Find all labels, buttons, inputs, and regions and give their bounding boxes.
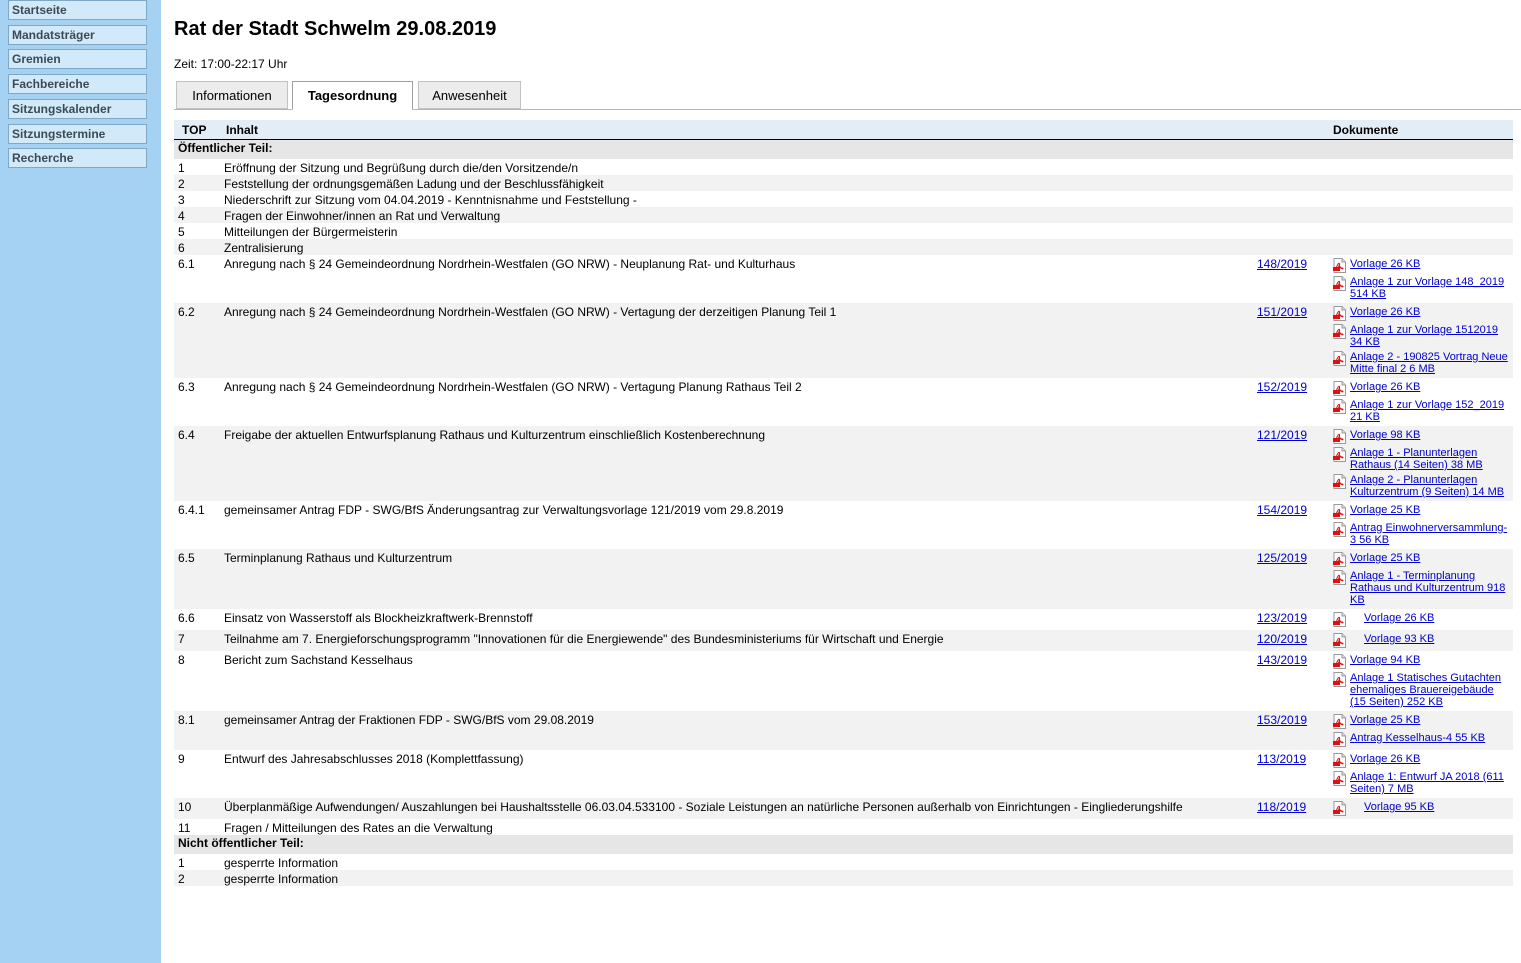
pdf-icon bbox=[1333, 324, 1346, 339]
agenda-ref-cell bbox=[1255, 549, 1329, 609]
agenda-top-number: 6.2 bbox=[174, 303, 222, 378]
agenda-item-text: Zentralisierung bbox=[222, 239, 1255, 255]
vorlage-ref-link[interactable]: 153/2019 bbox=[1257, 713, 1308, 727]
agenda-ref-cell bbox=[1255, 819, 1329, 835]
document-link[interactable]: Vorlage 26 KB bbox=[1350, 381, 1421, 393]
document-link[interactable]: Vorlage 94 KB bbox=[1350, 654, 1421, 666]
agenda-item-text: gesperrte Information bbox=[222, 854, 1255, 870]
agenda-documents-cell bbox=[1329, 175, 1513, 191]
pdf-icon bbox=[1333, 429, 1346, 444]
agenda-item-text: Einsatz von Wasserstoff als Blockheizkraftwerk-Brennstoff bbox=[222, 609, 1255, 630]
agenda-documents-cell bbox=[1329, 255, 1513, 303]
agenda-row bbox=[174, 426, 1513, 501]
header-top: TOP bbox=[174, 120, 222, 140]
agenda-row bbox=[174, 303, 1513, 378]
agenda-body bbox=[174, 140, 1513, 887]
vorlage-ref-link[interactable]: 154/2019 bbox=[1257, 503, 1308, 517]
section-header-row bbox=[174, 140, 1513, 160]
vorlage-ref-link[interactable]: 123/2019 bbox=[1257, 611, 1308, 625]
agenda-item-text: Entwurf des Jahresabschlusses 2018 (Komplettfassung) bbox=[222, 750, 1255, 798]
meeting-time: Zeit: 17:00-22:17 Uhr bbox=[174, 57, 288, 71]
document-item bbox=[1333, 522, 1511, 546]
agenda-ref-cell bbox=[1255, 303, 1329, 378]
document-link[interactable]: Vorlage 25 KB bbox=[1350, 714, 1421, 726]
agenda-item-text: gemeinsamer Antrag der Fraktionen FDP - SWG/BfS vom 29.08.2019 bbox=[222, 711, 1255, 750]
agenda-top-number: 8 bbox=[174, 651, 222, 711]
nav-sitzungstermine-button[interactable]: Sitzungstermine bbox=[8, 124, 147, 144]
document-link[interactable]: Vorlage 26 KB bbox=[1364, 612, 1435, 624]
agenda-top-number: 2 bbox=[174, 870, 222, 886]
page-title: Rat der Stadt Schwelm 29.08.2019 bbox=[174, 18, 497, 40]
document-item bbox=[1333, 324, 1511, 348]
document-link[interactable]: Antrag Kesselhaus-4 55 KB bbox=[1350, 732, 1486, 744]
pdf-icon bbox=[1333, 504, 1346, 519]
agenda-documents-cell bbox=[1329, 223, 1513, 239]
section-header-row bbox=[174, 835, 1513, 854]
vorlage-ref-link[interactable]: 113/2019 bbox=[1257, 752, 1307, 766]
section-title: Nicht öffentlicher Teil: bbox=[174, 835, 1513, 854]
document-item bbox=[1333, 381, 1511, 396]
pdf-icon bbox=[1333, 672, 1346, 687]
document-link[interactable]: Anlage 1 Statisches Gutachten ehemaliges Brauereigebäude (15 Seiten) 252 KB bbox=[1350, 672, 1502, 708]
agenda-ref-cell bbox=[1255, 191, 1329, 207]
agenda-row bbox=[174, 223, 1513, 239]
agenda-top-number: 6.1 bbox=[174, 255, 222, 303]
agenda-top-number: 6 bbox=[174, 239, 222, 255]
agenda-row bbox=[174, 549, 1513, 609]
agenda-item-text: Anregung nach § 24 Gemeindeordnung Nordrhein-Westfalen (GO NRW) - Vertagung der derzeitigen Planung Teil 1 bbox=[222, 303, 1255, 378]
pdf-icon bbox=[1333, 612, 1346, 627]
agenda-row bbox=[174, 651, 1513, 711]
agenda-ref-cell bbox=[1255, 239, 1329, 255]
tab-tagesordnung[interactable]: Tagesordnung bbox=[292, 81, 413, 110]
agenda-item-text: Überplanmäßige Aufwendungen/ Auszahlungen bei Haushaltsstelle 06.03.04.533100 - Soziale Leistungen an natürliche Personen außerhalb von Einrichtungen - Eingliederungshilfe bbox=[222, 798, 1255, 819]
agenda-ref-cell bbox=[1255, 175, 1329, 191]
agenda-top-number: 1 bbox=[174, 159, 222, 175]
vorlage-ref-link[interactable]: 118/2019 bbox=[1257, 800, 1307, 814]
document-item bbox=[1333, 552, 1511, 567]
agenda-row bbox=[174, 798, 1513, 819]
document-link[interactable]: Anlage 2 - Planunterlagen Kulturzentrum (9 Seiten) 14 MB bbox=[1350, 474, 1505, 498]
document-link[interactable]: Anlage 1 zur Vorlage 152_2019 21 KB bbox=[1350, 399, 1505, 423]
document-item bbox=[1333, 429, 1511, 444]
nav-mandatsträger-button[interactable]: Mandatsträger bbox=[8, 25, 147, 45]
agenda-ref-cell bbox=[1255, 223, 1329, 239]
document-link[interactable]: Anlage 2 - 190825 Vortrag Neue Mitte final 2 6 MB bbox=[1350, 351, 1508, 375]
document-link[interactable]: Anlage 1 - Planunterlagen Rathaus (14 Seiten) 38 MB bbox=[1350, 447, 1483, 471]
sidebar bbox=[0, 0, 161, 963]
pdf-icon bbox=[1333, 276, 1346, 291]
agenda-ref-cell bbox=[1255, 711, 1329, 750]
agenda-documents-cell bbox=[1329, 750, 1513, 798]
agenda-ref-cell bbox=[1255, 159, 1329, 175]
agenda-documents-cell bbox=[1329, 651, 1513, 711]
agenda-item-text: Niederschrift zur Sitzung vom 04.04.2019 - Kenntnisnahme und Feststellung - bbox=[222, 191, 1255, 207]
vorlage-ref-link[interactable]: 120/2019 bbox=[1257, 632, 1308, 646]
document-item bbox=[1333, 351, 1511, 375]
document-item bbox=[1333, 771, 1511, 795]
agenda-item-text: Fragen / Mitteilungen des Rates an die Verwaltung bbox=[222, 819, 1255, 835]
document-item bbox=[1333, 633, 1511, 648]
document-link[interactable]: Vorlage 25 KB bbox=[1350, 552, 1421, 564]
nav-recherche-button[interactable]: Recherche bbox=[8, 148, 147, 168]
pdf-icon bbox=[1333, 753, 1346, 768]
agenda-row bbox=[174, 870, 1513, 886]
agenda-documents-cell bbox=[1329, 303, 1513, 378]
agenda-top-number: 8.1 bbox=[174, 711, 222, 750]
header-documents: Dokumente bbox=[1329, 120, 1513, 140]
agenda-top-number: 6.6 bbox=[174, 609, 222, 630]
vorlage-ref-link[interactable]: 143/2019 bbox=[1257, 653, 1308, 667]
agenda-ref-cell bbox=[1255, 255, 1329, 303]
agenda-row bbox=[174, 711, 1513, 750]
pdf-icon bbox=[1333, 633, 1346, 648]
agenda-ref-cell bbox=[1255, 378, 1329, 426]
agenda-documents-cell bbox=[1329, 207, 1513, 223]
agenda-top-number: 3 bbox=[174, 191, 222, 207]
agenda-top-number: 7 bbox=[174, 630, 222, 651]
header-ref bbox=[1255, 120, 1329, 140]
agenda-row bbox=[174, 207, 1513, 223]
document-link[interactable]: Anlage 1 - Terminplanung Rathaus und Kulturzentrum 918 KB bbox=[1350, 570, 1506, 606]
pdf-icon bbox=[1333, 447, 1346, 462]
agenda-top-number: 6.4.1 bbox=[174, 501, 222, 549]
agenda-row bbox=[174, 750, 1513, 798]
agenda-ref-cell bbox=[1255, 854, 1329, 870]
pdf-icon bbox=[1333, 351, 1346, 366]
document-item bbox=[1333, 732, 1511, 747]
agenda-documents-cell bbox=[1329, 854, 1513, 870]
document-link[interactable]: Anlage 1 zur Vorlage 148_2019 514 KB bbox=[1350, 276, 1505, 300]
agenda-row bbox=[174, 378, 1513, 426]
agenda-table bbox=[174, 120, 1513, 886]
agenda-top-number: 6.4 bbox=[174, 426, 222, 501]
agenda-row bbox=[174, 239, 1513, 255]
agenda-top-number: 10 bbox=[174, 798, 222, 819]
nav-fachbereiche-button[interactable]: Fachbereiche bbox=[8, 74, 147, 94]
document-link[interactable]: Vorlage 26 KB bbox=[1350, 753, 1421, 765]
nav-gremien-button[interactable]: Gremien bbox=[8, 49, 147, 69]
agenda-item-text: Anregung nach § 24 Gemeindeordnung Nordrhein-Westfalen (GO NRW) - Vertagung Planung Rathaus Teil 2 bbox=[222, 378, 1255, 426]
agenda-top-number: 2 bbox=[174, 175, 222, 191]
agenda-top-number: 6.3 bbox=[174, 378, 222, 426]
document-link[interactable]: Antrag Einwohnerversammlung-3 56 KB bbox=[1350, 522, 1508, 546]
agenda-top-number: 11 bbox=[174, 819, 222, 835]
agenda-row bbox=[174, 175, 1513, 191]
pdf-icon bbox=[1333, 732, 1346, 747]
agenda-row bbox=[174, 609, 1513, 630]
vorlage-ref-link[interactable]: 151/2019 bbox=[1257, 305, 1308, 319]
agenda-ref-cell bbox=[1255, 870, 1329, 886]
agenda-row bbox=[174, 191, 1513, 207]
agenda-documents-cell bbox=[1329, 426, 1513, 501]
agenda-ref-cell bbox=[1255, 501, 1329, 549]
document-link[interactable]: Vorlage 26 KB bbox=[1350, 258, 1421, 270]
document-item bbox=[1333, 474, 1511, 498]
agenda-row bbox=[174, 819, 1513, 835]
agenda-row bbox=[174, 630, 1513, 651]
document-link[interactable]: Anlage 1: Entwurf JA 2018 (611 Seiten) 7 MB bbox=[1350, 771, 1504, 795]
agenda-top-number: 4 bbox=[174, 207, 222, 223]
pdf-icon bbox=[1333, 771, 1346, 786]
agenda-documents-cell bbox=[1329, 239, 1513, 255]
document-item bbox=[1333, 504, 1511, 519]
document-item bbox=[1333, 399, 1511, 423]
document-item bbox=[1333, 801, 1511, 816]
agenda-documents-cell bbox=[1329, 798, 1513, 819]
agenda-ref-cell bbox=[1255, 651, 1329, 711]
tab-anwesenheit[interactable]: Anwesenheit bbox=[418, 81, 521, 109]
pdf-icon bbox=[1333, 714, 1346, 729]
pdf-icon bbox=[1333, 552, 1346, 567]
vorlage-ref-link[interactable]: 125/2019 bbox=[1257, 551, 1308, 565]
agenda-documents-cell bbox=[1329, 191, 1513, 207]
agenda-item-text: Bericht zum Sachstand Kesselhaus bbox=[222, 651, 1255, 711]
tab-informationen[interactable]: Informationen bbox=[176, 81, 288, 109]
agenda-documents-cell bbox=[1329, 711, 1513, 750]
agenda-documents-cell bbox=[1329, 159, 1513, 175]
agenda-documents-cell bbox=[1329, 501, 1513, 549]
section-title: Öffentlicher Teil: bbox=[174, 140, 1513, 160]
agenda-documents-cell bbox=[1329, 819, 1513, 835]
agenda-ref-cell bbox=[1255, 609, 1329, 630]
agenda-item-text: Teilnahme am 7. Energieforschungsprogramm "Innovationen für die Energiewende" des Bundesministeriums für Wirtschaft und Energie bbox=[222, 630, 1255, 651]
document-link[interactable]: Anlage 1 zur Vorlage 1512019 34 KB bbox=[1350, 324, 1499, 348]
pdf-icon bbox=[1333, 381, 1346, 396]
agenda-row bbox=[174, 854, 1513, 870]
agenda-top-number: 9 bbox=[174, 750, 222, 798]
document-link[interactable]: Vorlage 98 KB bbox=[1350, 429, 1421, 441]
agenda-top-number: 6.5 bbox=[174, 549, 222, 609]
document-item bbox=[1333, 570, 1511, 606]
vorlage-ref-link[interactable]: 148/2019 bbox=[1257, 257, 1308, 271]
table-header-row bbox=[174, 120, 1513, 140]
agenda-documents-cell bbox=[1329, 630, 1513, 651]
agenda-item-text: gesperrte Information bbox=[222, 870, 1255, 886]
pdf-icon bbox=[1333, 474, 1346, 489]
vorlage-ref-link[interactable]: 152/2019 bbox=[1257, 380, 1308, 394]
document-link[interactable]: Vorlage 26 KB bbox=[1350, 306, 1421, 318]
document-item bbox=[1333, 447, 1511, 471]
agenda-item-text: Anregung nach § 24 Gemeindeordnung Nordrhein-Westfalen (GO NRW) - Neuplanung Rat- und Kulturhaus bbox=[222, 255, 1255, 303]
document-item bbox=[1333, 612, 1511, 627]
nav-sitzungskalender-button[interactable]: Sitzungskalender bbox=[8, 99, 147, 119]
pdf-icon bbox=[1333, 801, 1346, 816]
document-link[interactable]: Vorlage 95 KB bbox=[1364, 801, 1435, 813]
agenda-item-text: Feststellung der ordnungsgemäßen Ladung und der Beschlussfähigkeit bbox=[222, 175, 1255, 191]
agenda-documents-cell bbox=[1329, 378, 1513, 426]
document-item bbox=[1333, 276, 1511, 300]
pdf-icon bbox=[1333, 306, 1346, 321]
document-item bbox=[1333, 258, 1511, 273]
agenda-ref-cell bbox=[1255, 750, 1329, 798]
pdf-icon bbox=[1333, 570, 1346, 585]
agenda-item-text: Freigabe der aktuellen Entwurfsplanung Rathaus und Kulturzentrum einschließlich Kostenberechnung bbox=[222, 426, 1255, 501]
agenda-top-number: 5 bbox=[174, 223, 222, 239]
document-item bbox=[1333, 306, 1511, 321]
agenda-item-text: Mitteilungen der Bürgermeisterin bbox=[222, 223, 1255, 239]
agenda-row bbox=[174, 255, 1513, 303]
pdf-icon bbox=[1333, 654, 1346, 669]
agenda-item-text: gemeinsamer Antrag FDP - SWG/BfS Änderungsantrag zur Verwaltungsvorlage 121/2019 vom 29.8.2019 bbox=[222, 501, 1255, 549]
agenda-row bbox=[174, 501, 1513, 549]
agenda-ref-cell bbox=[1255, 630, 1329, 651]
agenda-documents-cell bbox=[1329, 870, 1513, 886]
document-link[interactable]: Vorlage 93 KB bbox=[1364, 633, 1435, 645]
document-item bbox=[1333, 654, 1511, 669]
agenda-ref-cell bbox=[1255, 426, 1329, 501]
agenda-ref-cell bbox=[1255, 798, 1329, 819]
vorlage-ref-link[interactable]: 121/2019 bbox=[1257, 428, 1308, 442]
agenda-documents-cell bbox=[1329, 609, 1513, 630]
document-item bbox=[1333, 672, 1511, 708]
agenda-item-text: Terminplanung Rathaus und Kulturzentrum bbox=[222, 549, 1255, 609]
document-item bbox=[1333, 714, 1511, 729]
pdf-icon bbox=[1333, 399, 1346, 414]
document-item bbox=[1333, 753, 1511, 768]
agenda-ref-cell bbox=[1255, 207, 1329, 223]
agenda-item-text: Fragen der Einwohner/innen an Rat und Verwaltung bbox=[222, 207, 1255, 223]
header-content: Inhalt bbox=[222, 120, 1255, 140]
agenda-documents-cell bbox=[1329, 549, 1513, 609]
pdf-icon bbox=[1333, 258, 1346, 273]
pdf-icon bbox=[1333, 522, 1346, 537]
agenda-item-text: Eröffnung der Sitzung und Begrüßung durch die/den Vorsitzende/n bbox=[222, 159, 1255, 175]
nav-startseite-button[interactable]: Startseite bbox=[8, 0, 147, 20]
document-link[interactable]: Vorlage 25 KB bbox=[1350, 504, 1421, 516]
agenda-top-number: 1 bbox=[174, 854, 222, 870]
agenda-row bbox=[174, 159, 1513, 175]
